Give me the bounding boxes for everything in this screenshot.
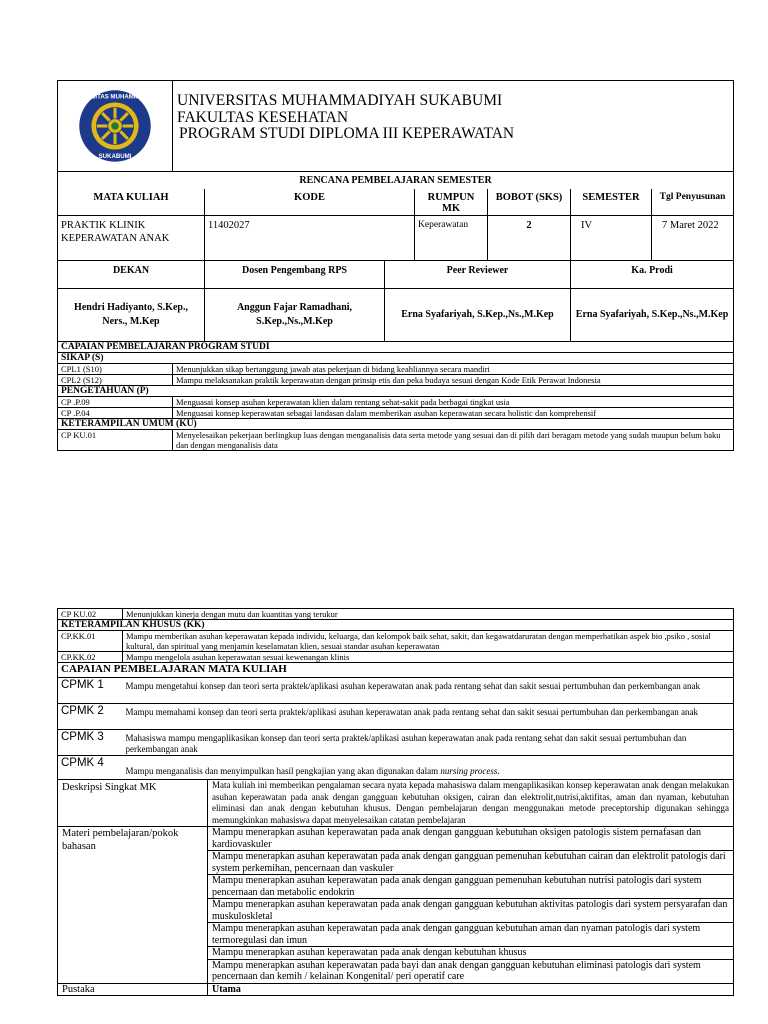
peer-label: Peer Reviewer — [385, 261, 571, 289]
university-logo-icon — [68, 88, 162, 164]
materi-item: Mampu menerapkan asuhan keperawatan pada anak dengan gangguan pemenuhan kebutuhan nutrisi patologis dari system pencernaan dan metabolic endokrin — [208, 875, 734, 899]
deskripsi-label: Deskripsi Singkat MK — [58, 780, 208, 827]
cpmk-code: CPMK 2 — [58, 704, 123, 730]
document-title: RENCANA PEMBELAJARAN SEMESTER — [58, 172, 734, 190]
cpmk-code: CPMK 4 — [58, 756, 123, 780]
cpl-code: CPL2 (S12) — [58, 375, 173, 386]
faculty-name: FAKULTAS KESEHATAN — [177, 108, 349, 126]
col-rumpun: RUMPUN MK — [415, 189, 488, 216]
peer-name: Erna Syafariyah, S.Kep.,Ns.,M.Kep — [385, 289, 571, 342]
cpl-code: CPL1 (S10) — [58, 364, 173, 375]
cpmk-code: CPMK 1 — [58, 678, 123, 704]
cpmk-text: Mampu mengetahui konsep dan teori serta praktek/aplikasi asuhan keperawatan anak pada rentang sehat dan sakit sesuai pertumbuhan dan perkembangan anak — [123, 678, 734, 704]
col-kode: KODE — [205, 189, 415, 216]
rps-header-table — [57, 80, 734, 451]
materi-item: Mampu menerapkan asuhan keperawatan pada anak dengan gangguan kebutuhan aktivitas patologis dari system persyarafan dan muskuloskletal — [208, 899, 734, 923]
col-bobot: BOBOT (SKS) — [488, 189, 571, 216]
cpmk-title: CAPAIAN PEMBELAJARAN MATA KULIAH — [58, 663, 734, 678]
course-name: PRAKTIK KLINIK KEPERAWATAN ANAK — [58, 216, 205, 261]
logo-bottom-text: SUKABUMI — [98, 152, 132, 160]
cpl-code: CP .P.09 — [58, 397, 173, 408]
pustaka-label: Pustaka — [58, 983, 208, 996]
cpl-text: Mampu melaksanakan praktik keperawatan dengan prinsip etis dan peka budaya sesuai dengan Kode Etik Perawat Indonesia — [173, 375, 734, 386]
materi-item: Mampu menerapkan asuhan keperawatan pada anak dengan gangguan kebutuhan oksigen patologis sistem pernafasan dan kardiovaskuler — [208, 827, 734, 851]
cpmk-text: Mampu memahami konsep dan teori serta praktek/aplikasi asuhan keperawatan anak pada rentang sehat dan sakit sesuai pertumbuhan dan perkembangan anak — [123, 704, 734, 730]
materi-label: Materi pembelajaran/pokok bahasan — [58, 827, 208, 984]
cpl-code: CP.KK.01 — [58, 631, 123, 652]
rps-sheet-1 — [57, 80, 733, 451]
cpl-text: Menguasai konsep keperawatan sebagai landasan dalam memberikan asuhan keperawatan secara holistic dan komprehensif — [173, 408, 734, 419]
dosen-label: Dosen Pengembang RPS — [205, 261, 385, 289]
materi-item: Mampu menerapkan asuhan keperawatan pada anak dengan gangguan pemenuhan kebutuhan cairan dan elektrolit patologis dari system perkemihan, pencernaan dan vaskuler — [208, 851, 734, 875]
course-tgl: 7 Maret 2022 — [652, 216, 734, 261]
materi-item: Mampu menerapkan asuhan keperawatan pada bayi dan anak dengan gangguan kebutuhan eliminasi patologis dari system pencernaan dan kemih / kelainan Kongenital/ peri operatif care — [208, 959, 734, 983]
col-semester: SEMESTER — [571, 189, 652, 216]
rps-continuation-table — [57, 608, 734, 996]
course-kode: 11402027 — [205, 216, 415, 261]
program-name: PROGRAM STUDI DIPLOMA III KEPERAWATAN — [179, 125, 515, 142]
cpl-code: CP .P.04 — [58, 408, 173, 419]
cpl-text: Mampu memberikan asuhan keperawatan kepada individu, keluarga, dan kelompok baik sehat, sakit, dan kegawatdaruratan dengan memperhatikan aspek bio ,psiko , sosial kultural, dan spiritual yang menjamin keselamatan klien, sesuai standar asuhan keperawatan — [123, 631, 734, 652]
logo-top-text: UNIVERSITAS MUHAMMADIYAH — [68, 93, 162, 101]
cpl-text: Mampu mengelola asuhan keperawatan sesuai kewenangan klinis — [123, 652, 734, 663]
rps-sheet-2 — [57, 608, 733, 996]
cpl-text: Menguasai konsep asuhan keperawatan klien dalam rentang sehat-sakit pada berbagai tingkat usia — [173, 397, 734, 408]
university-name: UNIVERSITAS MUHAMMADIYAH SUKABUMI — [177, 92, 503, 109]
pustaka-value: Utama — [208, 983, 734, 996]
cpl-title: CAPAIAN PEMBELAJARAN PROGRAM STUDI — [58, 342, 734, 353]
cpmk-text: Mampu menganalisis dan menyimpulkan hasil pengkajian yang akan digunakan dalam nursing process. — [123, 756, 734, 780]
logo-cell — [58, 81, 173, 172]
dekan-name: Hendri Hadiyanto, S.Kep., Ners., M.Kep — [58, 289, 205, 342]
ku-label: KETERAMPILAN UMUM (KU) — [58, 419, 734, 430]
kaprodi-label: Ka. Prodi — [571, 261, 734, 289]
cpl-text: Menunjukkan kinerja dengan mutu dan kuantitas yang terukur — [123, 609, 734, 620]
kaprodi-name: Erna Syafariyah, S.Kep.,Ns.,M.Kep — [571, 289, 734, 342]
cpl-code: CP KU.02 — [58, 609, 123, 620]
kk-label: KETERAMPILAN KHUSUS (KK) — [58, 620, 734, 631]
cpl-code: CP KU.01 — [58, 430, 173, 451]
cpmk-code: CPMK 3 — [58, 730, 123, 756]
letterhead-text — [173, 81, 734, 172]
cpl-text: Menyelesaikan pekerjaan berlingkup luas dengan menganalisis data serta metode yang sesuai dan di pilih dari beragam metode yang sudah maupun belum baku dan dengan menganalisis data — [173, 430, 734, 451]
cpmk-text-main: Mampu menganalisis dan menyimpulkan hasil pengkajian yang akan digunakan dalam — [125, 766, 441, 776]
cpmk-text: Mahasiswa mampu mengaplikasikan konsep dan teori serta praktek/aplikasi asuhan keperawatan anak pada rentang sehat dan sakit sesuai pertumbuhan dan perkembangan anak — [123, 730, 734, 756]
col-mata-kuliah: MATA KULIAH — [58, 189, 205, 216]
col-tgl: Tgl Penyusunan — [652, 189, 734, 216]
dekan-label: DEKAN — [58, 261, 205, 289]
cpl-code: CP.KK.02 — [58, 652, 123, 663]
sikap-label: SIKAP (S) — [58, 353, 734, 364]
cpl-text: Menunjukkan sikap bertanggung jawab atas pekerjaan di bidang keahliannya secara mandiri — [173, 364, 734, 375]
materi-item: Mampu menerapkan asuhan keperawatan pada anak dengan kebutuhan khusus — [208, 947, 734, 960]
course-semester: IV — [571, 216, 652, 261]
pengetahuan-label: PENGETAHUAN (P) — [58, 386, 734, 397]
dosen-name: Anggun Fajar Ramadhani, S.Kep.,Ns.,M.Kep — [205, 289, 385, 342]
course-bobot: 2 — [488, 216, 571, 261]
deskripsi-text: Mata kuliah ini memberikan pengalaman secara nyata kepada mahasiswa dalam mengaplikasikan konsep keperawatan anak dengan melakukan asuhan keperawatan pada anak dengan gangguan kebutuhan oksigen, cairan dan elektrolit,nutrisi,aktifitas, aman dan nyaman, kebutuhan eliminasi dan anak dengan kebutuhan khusus. Dengan pembelajaran dengan menggunakan metode preceptorship digunakan sehingga memungkinkan mahasiswa dapat menyelesaikan catatan pembelajaran — [208, 780, 734, 827]
course-rumpun: Keperawatan — [415, 216, 488, 261]
materi-item: Mampu menerapkan asuhan keperawatan pada anak dengan gangguan kebutuhan aman dan nyaman patologis dari system termoregulasi dan imun — [208, 923, 734, 947]
cpmk-text-emphasis: nursing process — [440, 766, 498, 776]
